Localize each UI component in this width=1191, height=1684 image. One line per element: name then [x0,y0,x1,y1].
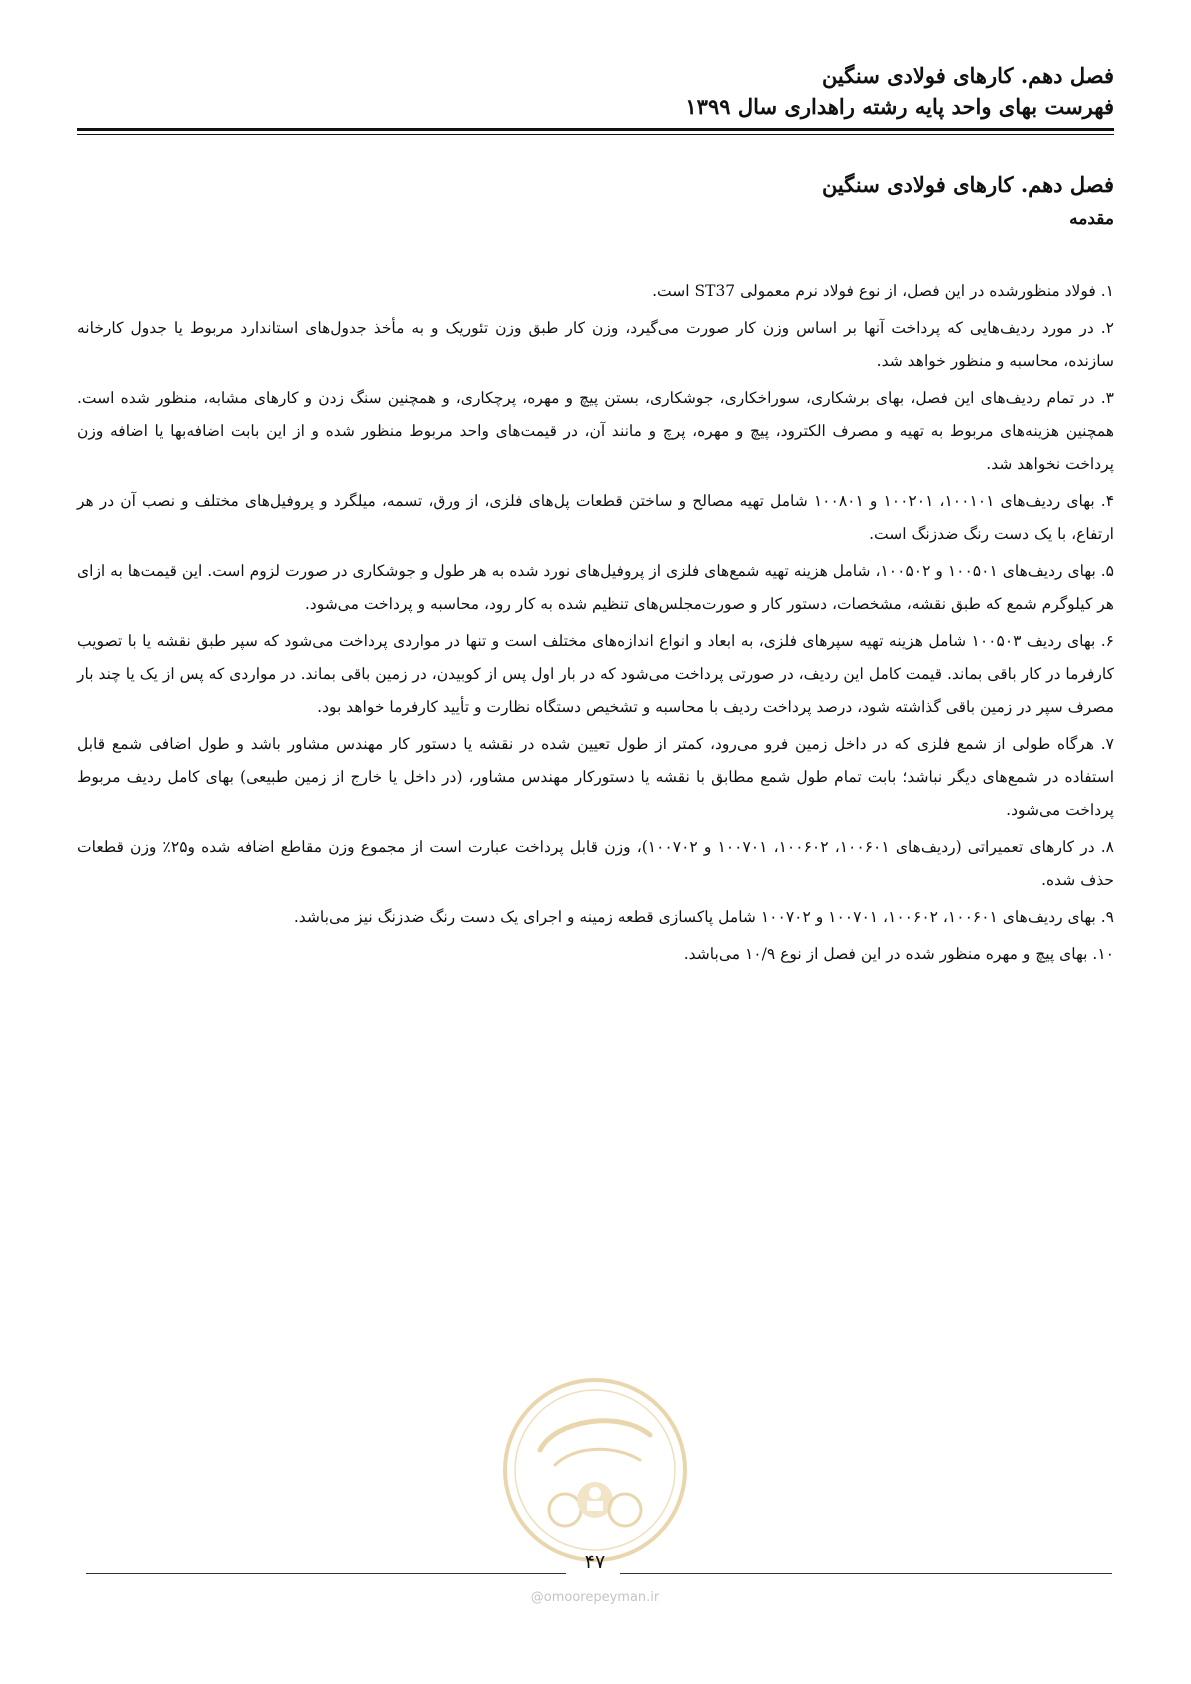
page-number: ۴۷ [584,1551,606,1573]
paragraph-8: ۸. در کارهای تعمیراتی (ردیف‌های ۱۰۰۶۰۱، ۱۰۰۶۰۲، ۱۰۰۷۰۱ و ۱۰۰۷۰۲)، وزن قابل پرداخت عبارت است از مجموع وزن مقاطع اضافه شده و۲۵٪ وزن قطعات حذف شده. [77,838,1114,889]
footer-rule-left [86,1573,566,1574]
section-subtitle: مقدمه [1069,209,1114,229]
paragraph-3: ۳. در تمام ردیف‌های این فصل، بهای برشکاری، سوراخکاری، جوشکاری، بستن پیچ و مهره، پرچکاری، و همچنین سنگ زدن و کارهای مشابه، منظور شده است. همچنین هزینه‌های مربوط به تهیه و مصرف الکترود، پیچ و مهره، پرچ و مانند آن، در قیمت‌های واحد مربوط منظور شده و از این بابت اضافه‌بها یا اضافه وزن پرداخت نخواهد شد. [77,389,1114,473]
paragraph-4: ۴. بهای ردیف‌های ۱۰۰۱۰۱، ۱۰۰۲۰۱ و ۱۰۰۸۰۱ شامل تهیه مصالح و ساختن قطعات پل‌های فلزی، از ورق، تسمه، میلگرد و پروفیل‌های مختلف و نصب آن در هر ارتفاع، با یک دست رنگ ضدزنگ است. [77,492,1115,543]
paragraph-9: ۹. بهای ردیف‌های ۱۰۰۶۰۱، ۱۰۰۶۰۲، ۱۰۰۷۰۱ و ۱۰۰۷۰۲ شامل پاکسازی قطعه زمینه و اجرای یک دست رنگ ضدزنگ نیز می‌باشد. [293,908,1114,926]
paragraph-6: ۶. بهای ردیف ۱۰۰۵۰۳ شامل هزینه تهیه سپرهای فلزی، به ابعاد و انواع اندازه‌های مختلف است و تنها در مواردی پرداخت می‌شود که سپر طبق نقشه یا با تصویب کارفرما در کار باقی بماند. قیمت کامل این ردیف، در صورتی پرداخت می‌شود که در بار اول پس از کوبیدن، در زمین باقی بماند. در مواردی که پس از یک یا چند بار مصرف سپر در زمین باقی گذاشته شود، درصد پرداخت ردیف با محاسبه و تشخیص دستگاه نظارت و تأیید کارفرما خواهد بود. [77,632,1114,716]
paragraph-1: ۱. فولاد منظورشده در این فصل، از نوع فولاد نرم معمولی ST37 است. [652,282,1114,300]
paragraph-7: ۷. هرگاه طولی از شمع فلزی که در داخل زمین فرو می‌رود، کمتر از طول تعیین شده در نقشه یا دستور کار مهندس مشاور باشد و طول اضافی شمع قابل استفاده در شمع‌های دیگر نباشد؛ بابت تمام طول شمع مطابق با نقشه یا دستورکار مهندس مشاور، (در داخل یا خارج از زمین طبیعی) بهای کامل ردیف مربوط پرداخت می‌شود. [77,735,1114,819]
website-watermark: @omoorepeyman.ir [530,1590,660,1605]
header-rule-thin [77,134,1114,135]
section-title: فصل دهم. کارهای فولادی سنگین [821,172,1114,197]
section-heading [77,170,1114,234]
footer-rule-right [620,1573,1112,1574]
body-text [77,275,1114,975]
paragraph-2: ۲. در مورد ردیف‌هایی که پرداخت آنها بر اساس وزن کار صورت می‌گیرد، وزن کار طبق وزن تئوریک و به مأخذ جدول‌های استاندارد مربوط یا جدول کارخانه سازنده، محاسبه و منظور خواهد شد. [77,319,1114,370]
header-book-title: فهرست بهای واحد پایه رشته راهداری سال ۱۳۹۹ [685,94,1114,119]
paragraph-10: ۱۰. بهای پیچ و مهره منظور شده در این فصل از نوع ۱۰/۹ می‌باشد. [683,945,1114,963]
header-rule-thick [77,128,1114,131]
running-header [77,60,1114,122]
watermark-seal-logo [500,1375,690,1565]
header-chapter-title: فصل دهم. کارهای فولادی سنگین [821,63,1114,88]
paragraph-5: ۵. بهای ردیف‌های ۱۰۰۵۰۱ و ۱۰۰۵۰۲، شامل هزینه تهیه شمع‌های فلزی از پروفیل‌های نورد شده به هر طول و جوشکاری در صورت لزوم است. این قیمت‌ها به ازای هر کیلوگرم شمع که طبق نقشه، مشخصات، دستور کار و صورت‌مجلس‌های تنظیم شده به کار رود، محاسبه و پرداخت می‌شود. [77,562,1114,613]
